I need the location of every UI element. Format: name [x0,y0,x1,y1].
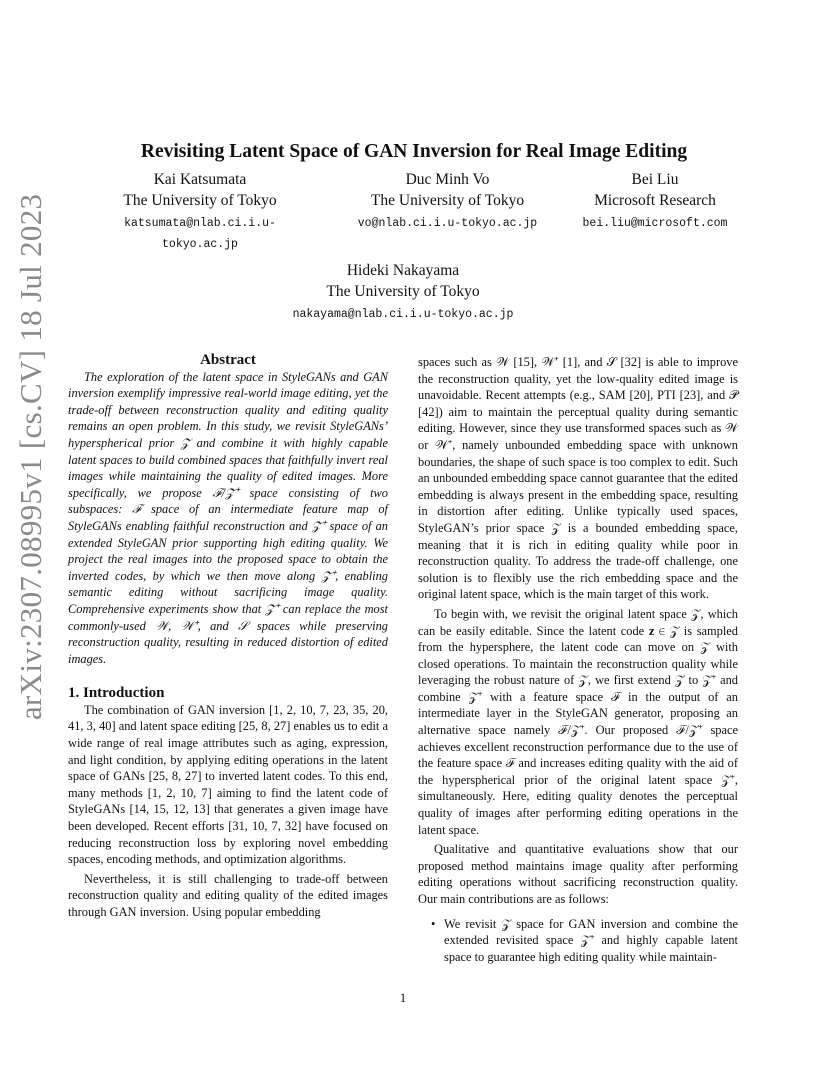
author-email[interactable]: katsumata@nlab.ci.i.u-tokyo.ac.jp [124,217,276,251]
right-column [418,354,738,965]
intro-paragraph-1: The combination of GAN inversion [1, 2, 10, 7, 23, 35, 20, 41, 3, 40] and latent space editing [25, 8, 27] enables us to edit a wide range of real image attributes such as aging, expression, and light condition, by applying editing operations in the latent space of GANs [25, 8, 27] to inverted latent codes. To this end, many methods [1, 2, 10, 7] aiming to find the latent code of StyleGANs [14, 15, 12, 13] that generates a given image have been developed. Recent efforts [31, 10, 7, 32] have focused on reducing reconstruction loss by exploring novel embedding spaces, encoding methods, and optimization algorithms. [68,702,388,867]
page-number: 1 [399,990,407,1005]
author-email[interactable]: nakayama@nlab.ci.i.u-tokyo.ac.jp [292,308,514,321]
author-block-3 [570,169,740,234]
author-name: Duc Minh Vo [405,171,490,188]
author-block-1 [95,169,305,255]
abstract-text: The exploration of the latent space in StyleGANs and GAN inversion exemplify impressive real-world image editing, yet the trade-off between reconstruction quality and editing quality remains an open problem. In this study, we revisit StyleGANs’ hyperspherical prior 𝒵 and combine it with highly capable latent spaces to build combined spaces that faithfully invert real images while maintaining the quality of edited images. More specifically, we propose ℱ/𝒵⁺ space consisting of two subspaces: ℱ space of an intermediate feature map of StyleGANs enabling faithful reconstruction and 𝒵⁺ space of an extended StyleGAN prior supporting high editing quality. We project the real images into the proposed space to obtain the inverted codes, by which we then move along 𝒵⁺, enabling semantic editing without sacrificing image quality. Comprehensive experiments show that 𝒵⁺ can replace the most commonly-used 𝒲, 𝒲⁺, and 𝒮 spaces while preserving reconstruction quality, resulting in reduced distortion of edited images. [68,369,388,666]
author-affiliation: The University of Tokyo [326,283,480,300]
author-block-4 [280,260,526,325]
right-paragraph-3: Qualitative and quantitative evaluations show that our proposed method maintains image quality after performing editing operations without sacrificing reconstruction quality. Our main contributions are as follows: [418,842,738,906]
intro-paragraph-2: Nevertheless, it is still challenging to trade-off between reconstruction quality and editing quality of the edited images through GAN inversion. Using popular embedding [68,871,388,919]
paper-title: Revisiting Latent Space of GAN Inversion for Real Image Editing [140,141,688,162]
contributions-list [418,916,738,966]
list-item: • We revisit 𝒵 space for GAN inversion and combine the extended revisited space 𝒵⁺ and highly capable latent space to guarantee high editing quality while maintain- [444,916,738,966]
arxiv-id-text: arXiv:2307.08995v1 [cs.CV] 18 Jul 2023 [13,193,48,720]
author-name: Hideki Nakayama [346,262,460,279]
author-name: Kai Katsumata [153,171,247,188]
author-block-2 [340,169,555,234]
introduction-heading: 1. Introduction [68,685,165,702]
author-name: Bei Liu [631,171,679,188]
abstract-heading: Abstract [200,352,256,368]
right-paragraph-2: To begin with, we revisit the original latent space 𝒵, which can be easily editable. Since the latent code 𝐳 ∈ 𝒵 is sampled from the hypersphere, the latent code can move on 𝒵 with closed operations. To maintain the reconstruction quality while leveraging the robust nature of 𝒵, we first extend 𝒵 to 𝒵⁺ and combine 𝒵⁺ with a feature space ℱ in the output of an intermediate layer in the StyleGAN generator, proposing an alternative space namely ℱ/𝒵⁺. Our proposed ℱ/𝒵⁺ space achieves excellent reconstruction performance due to the use of the feature space ℱ and increases editing quality with the aid of the hyperspherical prior of the original latent space 𝒵⁺, simultaneously. Here, editing quality denotes the perceptual quality of images after performing editing operations in the latent space. [418,606,738,837]
author-email[interactable]: vo@nlab.ci.i.u-tokyo.ac.jp [357,217,538,230]
author-affiliation: Microsoft Research [594,192,716,209]
author-email[interactable]: bei.liu@microsoft.com [582,217,728,230]
author-affiliation: The University of Tokyo [123,192,277,209]
left-column [68,352,388,921]
author-affiliation: The University of Tokyo [370,192,525,209]
right-paragraph-1: spaces such as 𝒲 [15], 𝒲⁺ [1], and 𝒮 [32] is able to improve the reconstruction quality, yet the low-quality edited image is unavoidable. Recent attempts (e.g., SAM [20], PTI [23], and 𝒫 [42]) aim to maintain the perceptual quality during semantic editing. However, since they use transformed spaces such as 𝒲 or 𝒲⁺, namely unbounded embedding space with unknown boundaries, the shape of such space is too complex to edit. Such an unbounded embedding space cannot guarantee that the edited embedding is always present in the embedding space, resulting in distortion after editing. Unlike typically used spaces, StyleGAN’s prior space 𝒵 is a bounded embedding space, meaning that it is rich in editing quality while poor in reconstruction quality. To address the trade-off challenge, one solution is to flexibly use the rich embedding space and the original latent space, which is the main target of this work. [418,355,738,602]
